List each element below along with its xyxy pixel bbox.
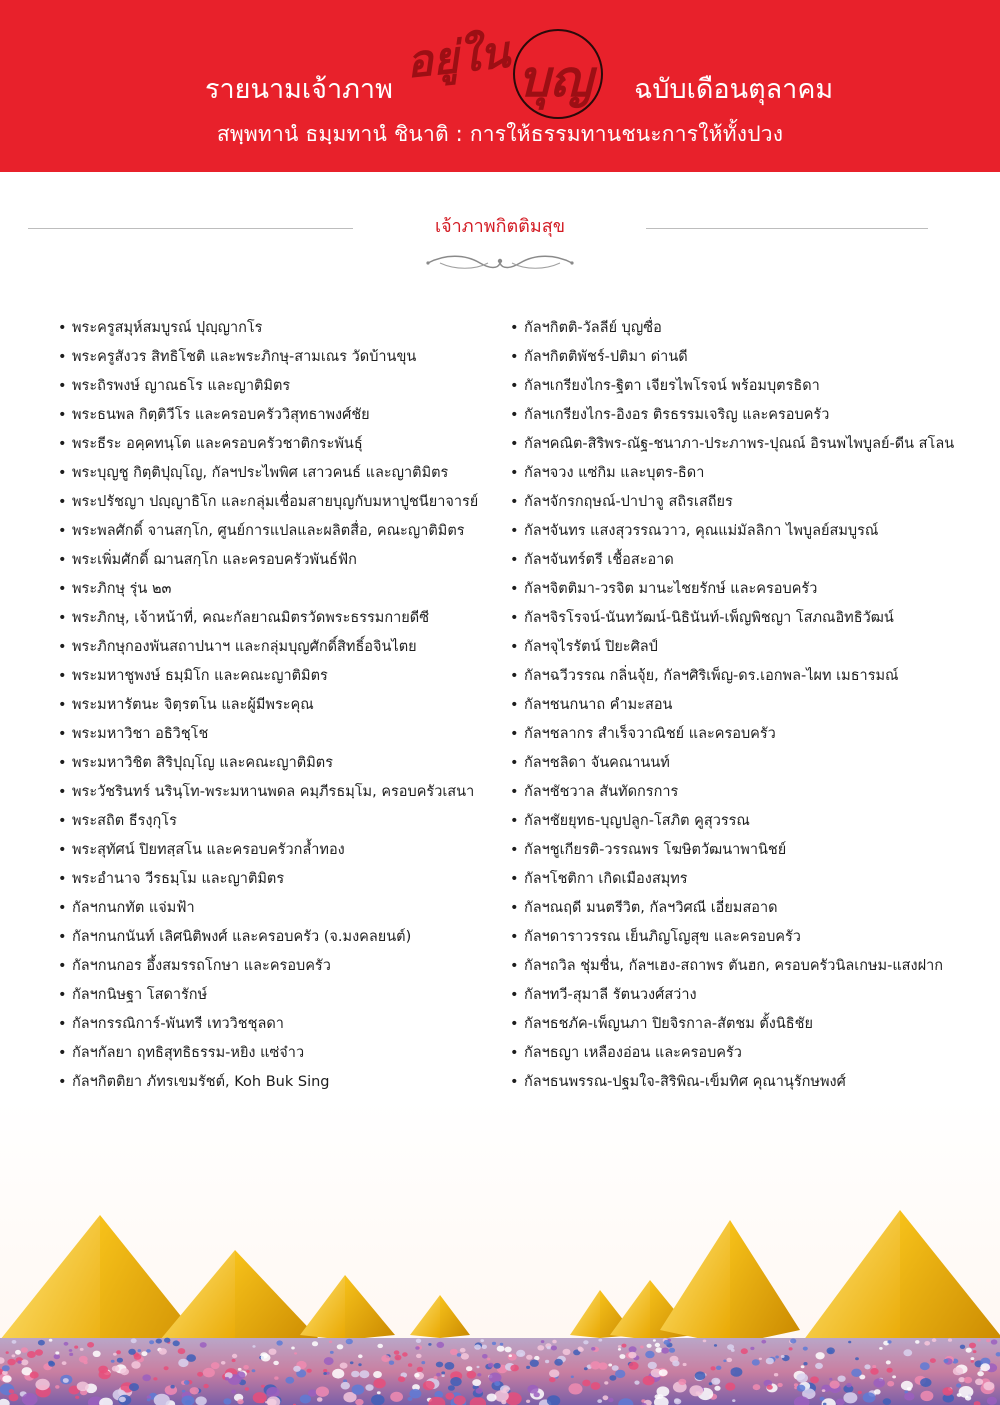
donor-left-item [58, 316, 503, 345]
donor-right-item-text: กัลฯคณิต-สิริพร-ณัฐ-ชนาภา-ประภาพร-ปุณณ์ อิรนพไพบูลย์-ดีน สโลน [524, 436, 955, 452]
donor-right-item [510, 403, 980, 432]
donor-right-item [510, 983, 980, 1012]
donor-right-item-text: กัลฯชัยยุทธ-บุญปลูก-โสภิต คูสุวรรณ [524, 813, 750, 829]
donor-left-item-text: กัลฯกรรณิการ์-พันทรี เทววิชชุลดา [72, 1016, 284, 1032]
bullet-icon: • [58, 639, 67, 655]
bullet-icon: • [58, 581, 67, 597]
header-banner [0, 0, 1000, 172]
logo-text-b: บุญ [518, 49, 593, 108]
donor-left-item [58, 519, 503, 548]
bullet-icon: • [510, 958, 519, 974]
donor-left-item-text: พระอำนาจ วีรธมฺโม และญาติมิตร [72, 871, 285, 887]
donor-left-item-text: พระภิกษุกองพันสถาปนาฯ และกลุ่มบุญศักดิ์สิทธิ์อจินไตย [72, 639, 417, 655]
donor-left-item [58, 954, 503, 983]
pyramid-scene [0, 1100, 1000, 1405]
donor-right-item-text: กัลฯโชติกา เกิดเมืองสมุทร [524, 871, 688, 887]
donor-left-item-text: พระปรัชญา ปญฺญาธิโก และกลุ่มเชื่อมสายบุญกับมหาปูชนียาจารย์ [72, 494, 479, 510]
donor-left-item-text: พระเพิ่มศักดิ์ ฌานสกฺโก และครอบครัวพันธ์ฟัก [72, 552, 357, 568]
donor-left-item [58, 461, 503, 490]
donor-right-item-text: กัลฯจักรกฤษณ์-ปาปาจู สถิรเสถียร [524, 494, 733, 510]
donor-left-item-text: พระครูสมุห์สมบูรณ์ ปุญฺญากโร [72, 320, 263, 336]
donor-right-item-text: กัลฯธนพรรณ-ปฐมใจ-สิริพิณ-เข็มทิศ คุณานุรักษพงศ์ [524, 1074, 846, 1090]
donor-right-item-text: กัลฯดาราวรรณ เย็นภิญโญสุข และครอบครัว [524, 929, 801, 945]
donor-left-item-text: พระบุญชู กิตฺติปุญฺโญ, กัลฯประไพพิศ เสาวคนธ์ และญาติมิตร [72, 465, 449, 481]
donor-left-item [58, 1070, 503, 1099]
bullet-icon: • [510, 842, 519, 858]
bullet-icon: • [510, 552, 519, 568]
donor-left-item [58, 809, 503, 838]
donor-left-item-text: พระมหารัตนะ จิตฺรตโน และผู้มีพระคุณ [72, 697, 314, 713]
donor-right-item [510, 1041, 980, 1070]
donor-left-item [58, 983, 503, 1012]
donor-right-item [510, 432, 980, 461]
donor-right-item [510, 490, 980, 519]
donor-left-item-text: พระครูสังวร สิทธิโชติ และพระภิกษุ-สามเณร วัดบ้านขุน [72, 349, 417, 365]
donor-left-item-text: พระสถิต ธีรงฺกุโร [72, 813, 177, 829]
donor-right-item-text: กัลฯกิตติพัชร์-ปติมา ด่านดี [524, 349, 688, 365]
donor-right-item-text: กัลฯจันทร์ตรี เชื้อสะอาด [524, 552, 674, 568]
donor-left-item [58, 1012, 503, 1041]
bullet-icon: • [510, 610, 519, 626]
bullet-icon: • [58, 1045, 67, 1061]
bullet-icon: • [58, 407, 67, 423]
bullet-icon: • [510, 320, 519, 336]
donor-right-item-text: กัลฯชลากร สำเร็จวาณิชย์ และครอบครัว [524, 726, 776, 742]
bullet-icon: • [58, 958, 67, 974]
donor-right-item-text: กัลฯจุไรรัตน์ ปิยะศิลป์ [524, 639, 658, 655]
ornament-flourish-icon [420, 252, 580, 274]
bullet-icon: • [58, 465, 67, 481]
bullet-icon: • [58, 871, 67, 887]
bullet-icon: • [510, 987, 519, 1003]
bullet-icon: • [58, 1016, 67, 1032]
bullet-icon: • [58, 610, 67, 626]
donor-left-item-text: พระมหาชูพงษ์ ธมฺมิโก และคณะญาติมิตร [72, 668, 328, 684]
donor-right-item-text: กัลฯเกรียงไกร-ฐิตา เจียรไพโรจน์ พร้อมบุตรธิดา [524, 378, 820, 394]
bullet-icon: • [58, 1074, 67, 1090]
donor-right-item [510, 519, 980, 548]
donor-left-item-text: พระธีระ อคฺคทนฺโต และครอบครัวชาติกระพันธุ์ [72, 436, 363, 452]
donor-left-item [58, 780, 503, 809]
donor-right-item [510, 751, 980, 780]
donor-right-item [510, 577, 980, 606]
bullet-icon: • [510, 581, 519, 597]
bullet-icon: • [58, 668, 67, 684]
bullet-icon: • [510, 1045, 519, 1061]
donor-left-item [58, 432, 503, 461]
bullet-icon: • [58, 929, 67, 945]
bullet-icon: • [510, 668, 519, 684]
donor-right-item-text: กัลฯทวี-สุมาลี รัตนวงศ์สว่าง [524, 987, 697, 1003]
donor-left-item [58, 838, 503, 867]
donor-left-item [58, 374, 503, 403]
bullet-icon: • [58, 842, 67, 858]
donor-left-item-text: กัลฯกนกทัต แจ่มฟ้า [72, 900, 195, 916]
donor-right-item-text: กัลฯณฤดี มนตรีวิต, กัลฯวิศณี เอี่ยมสอาด [524, 900, 778, 916]
donor-right-item-text: กัลฯชลิดา จันคณานนท์ [524, 755, 670, 771]
bullet-icon: • [510, 871, 519, 887]
donor-left-item [58, 606, 503, 635]
donor-right-item-text: กัลฯธญา เหลืองอ่อน และครอบครัว [524, 1045, 742, 1061]
bullet-icon: • [510, 726, 519, 742]
bullet-icon: • [58, 349, 67, 365]
bullet-icon: • [510, 465, 519, 481]
donor-right-item [510, 635, 980, 664]
donor-left-item-text: พระวัชรินทร์ นรินฺโท-พระมหานพดล คมฺภีรธมฺโม, ครอบครัวเสนา [72, 784, 475, 800]
bullet-icon: • [58, 378, 67, 394]
donor-right-item [510, 838, 980, 867]
donor-left-item [58, 635, 503, 664]
header-subtitle: สพฺพทานํ ธมฺมทานํ ชินาติ : การให้ธรรมทานชนะการให้ทั้งปวง [216, 122, 784, 146]
bullet-icon: • [510, 407, 519, 423]
donor-right-item-text: กัลฯจันทร แสงสุวรรณวาว, คุณแม่มัลลิกา ไพบูลย์สมบูรณ์ [524, 523, 879, 539]
donor-right-item [510, 1070, 980, 1099]
bullet-icon: • [510, 378, 519, 394]
donor-left-item-text: พระธนพล กิตฺติวีโร และครอบครัววิสุทธาพงศ์ชัย [72, 407, 370, 423]
donor-left-item [58, 896, 503, 925]
bullet-icon: • [58, 697, 67, 713]
bullet-icon: • [58, 552, 67, 568]
donor-left-item [58, 664, 503, 693]
donor-left-item-text: พระมหาวิชิต สิริปุญฺโญ และคณะญาติมิตร [72, 755, 333, 771]
donor-right-item [510, 548, 980, 577]
donor-left-item-text: กัลฯกนกนันท์ เลิศนิติพงศ์ และครอบครัว (จ.มงคลยนต์) [72, 929, 412, 945]
bullet-icon: • [58, 320, 67, 336]
donor-right-item-text: กัลฯเกรียงไกร-อิงอร ติรธรรมเจริญ และครอบครัว [524, 407, 830, 423]
header-right-title: ฉบับเดือนตุลาคม [634, 74, 834, 105]
donor-right-item [510, 316, 980, 345]
bullet-icon: • [58, 523, 67, 539]
donor-right-item-text: กัลฯจวง แซ่กิม และบุตร-ธิดา [524, 465, 705, 481]
bullet-icon: • [510, 1016, 519, 1032]
donor-left-item [58, 925, 503, 954]
donor-right-item [510, 345, 980, 374]
donor-left-item-text: พระภิกษุ รุ่น ๒๓ [72, 581, 172, 597]
donor-right-item [510, 867, 980, 896]
section-title: เจ้าภาพกิตติมสุข [434, 216, 566, 237]
bullet-icon: • [510, 639, 519, 655]
donor-right-item [510, 606, 980, 635]
bullet-icon: • [58, 900, 67, 916]
donor-left-item [58, 490, 503, 519]
donor-right-item-text: กัลฯถวิล ชุ่มชื่น, กัลฯเฮง-สถาพร ตันฮก, ครอบครัวนิลเกษม-แสงฝาก [524, 958, 944, 974]
bullet-icon: • [510, 813, 519, 829]
donor-left-item-text: พระสุทัศน์ ปิยทสฺสโน และครอบครัวกล้ำทอง [72, 842, 345, 858]
divider-right [646, 228, 928, 229]
donor-left-item [58, 751, 503, 780]
donor-left-item [58, 577, 503, 606]
donor-right-item-text: กัลฯกิตติ-วัลลีย์ บุญซื่อ [524, 320, 662, 336]
donor-right-item [510, 925, 980, 954]
donor-right-item [510, 954, 980, 983]
bullet-icon: • [510, 523, 519, 539]
bullet-icon: • [58, 494, 67, 510]
bullet-icon: • [510, 929, 519, 945]
donor-right-item-text: กัลฯฉวีวรรณ กลิ่นจุ้ย, กัลฯศิริเพ็ญ-ดร.เอกพล-ไผท เมธารมณ์ [524, 668, 899, 684]
bullet-icon: • [58, 726, 67, 742]
donor-right-item [510, 722, 980, 751]
donor-left-item [58, 403, 503, 432]
donor-left-item [58, 1041, 503, 1070]
donor-right-item-text: กัลฯจิตติมา-วรจิต มานะไชยรักษ์ และครอบครัว [524, 581, 818, 597]
donor-left-item-text: พระภิกษุ, เจ้าหน้าที่, คณะกัลยาณมิตรวัดพระธรรมกายดีซี [72, 610, 430, 626]
donor-list-right [510, 316, 980, 1099]
bullet-icon: • [510, 697, 519, 713]
donor-left-item-text: กัลฯกนกอร อึ้งสมรรถโกษา และครอบครัว [72, 958, 331, 974]
bullet-icon: • [58, 987, 67, 1003]
bullet-icon: • [510, 436, 519, 452]
donor-right-item-text: กัลฯจิรโรจน์-นันทวัฒน์-นิธินันท์-เพ็ญพิชญา โสภณอิทธิวัฒน์ [524, 610, 894, 626]
bullet-icon: • [510, 900, 519, 916]
bullet-icon: • [58, 436, 67, 452]
donor-right-item [510, 1012, 980, 1041]
donor-right-item [510, 374, 980, 403]
donor-left-item-text: กัลฯกนิษฐา โสดารักษ์ [72, 987, 208, 1003]
logo-text-a: อยู่ใน [403, 26, 513, 89]
donor-left-item-text: กัลฯกิตติยา ภัทรเขมรัชต์, Koh Buk Sing [72, 1074, 330, 1090]
bullet-icon: • [510, 494, 519, 510]
donor-right-item [510, 664, 980, 693]
donor-right-item-text: กัลฯชัชวาล สันทัดกรการ [524, 784, 679, 800]
donor-right-item [510, 809, 980, 838]
donor-left-item [58, 722, 503, 751]
donor-list-left [58, 316, 503, 1099]
donor-left-item [58, 548, 503, 577]
donor-left-item-text: กัลฯกัลยา ฤทธิสุทธิธรรม-หยิง แซ่จ๋าว [72, 1045, 305, 1061]
donor-left-item [58, 693, 503, 722]
donor-right-item-text: กัลฯชนกนาถ คำมะสอน [524, 697, 673, 713]
donor-left-item-text: พระพลศักดิ์ จานสกฺโก, ศูนย์การแปลและผลิตสื่อ, คณะญาติมิตร [72, 523, 465, 539]
bullet-icon: • [510, 1074, 519, 1090]
donor-right-item [510, 896, 980, 925]
donor-left-item-text: พระถิรพงษ์ ญาณธโร และญาติมิตร [72, 378, 291, 394]
bullet-icon: • [510, 755, 519, 771]
bullet-icon: • [58, 755, 67, 771]
bullet-icon: • [510, 349, 519, 365]
bullet-icon: • [58, 813, 67, 829]
bullet-icon: • [58, 784, 67, 800]
donor-left-item-text: พระมหาวิชา อธิวิชฺโช [72, 726, 209, 742]
bullet-icon: • [510, 784, 519, 800]
donor-right-item [510, 780, 980, 809]
donor-right-item [510, 461, 980, 490]
header-left-title: รายนามเจ้าภาพ [205, 74, 393, 105]
donor-right-item [510, 693, 980, 722]
donor-left-item [58, 345, 503, 374]
donor-left-item [58, 867, 503, 896]
logo [400, 12, 630, 122]
donor-right-item-text: กัลฯธชภัค-เพ็ญนภา ปิยจิรกาล-สัตชม ตั้งนิธิชัย [524, 1016, 813, 1032]
donor-right-item-text: กัลฯชูเกียรติ-วรรณพร โฆษิตวัฒนาพานิชย์ [524, 842, 787, 858]
